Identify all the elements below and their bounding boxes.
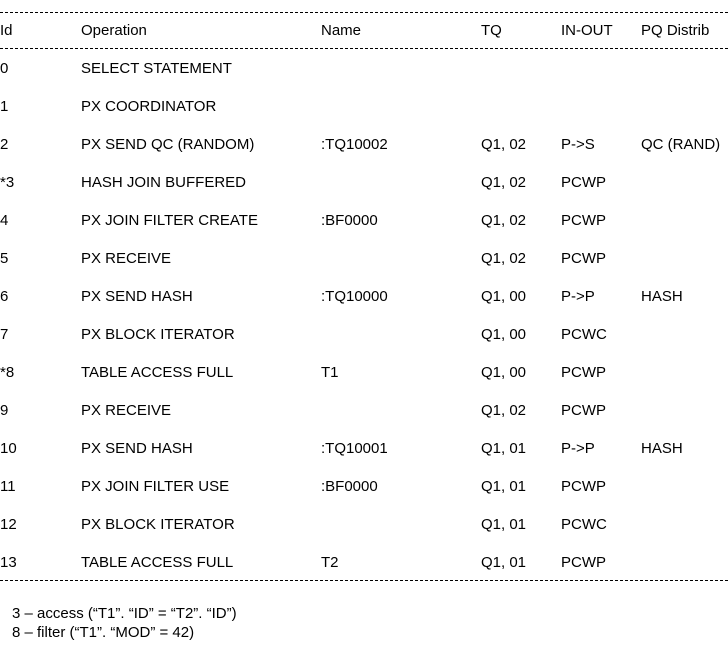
cell-id: 2 xyxy=(0,136,9,153)
cell-id: 12 xyxy=(0,516,17,533)
cell-operation: PX BLOCK ITERATOR xyxy=(81,326,235,343)
table-row xyxy=(0,173,728,193)
cell-name: :TQ10002 xyxy=(321,136,388,153)
cell-name: :BF0000 xyxy=(321,478,378,495)
cell-in-out: P->P xyxy=(561,440,595,457)
predicate-line-1: 3 – access (“T1”. “ID” = “T2”. “ID”) xyxy=(12,605,237,622)
header-in-out: IN-OUT xyxy=(561,22,613,39)
cell-operation: PX SEND HASH xyxy=(81,288,193,305)
cell-in-out: PCWP xyxy=(561,250,606,267)
cell-tq: Q1, 02 xyxy=(481,212,527,229)
cell-pq-distrib: QC (RAND) xyxy=(641,136,721,153)
cell-operation: PX SEND HASH xyxy=(81,440,193,457)
cell-id: 4 xyxy=(0,212,9,229)
cell-tq: Q1, 02 xyxy=(481,402,527,419)
top-separator xyxy=(0,12,728,13)
cell-tq: Q1, 00 xyxy=(481,364,527,381)
cell-in-out: PCWC xyxy=(561,326,607,343)
cell-id: *3 xyxy=(0,174,15,191)
cell-operation: PX JOIN FILTER CREATE xyxy=(81,212,258,229)
cell-operation: PX RECEIVE xyxy=(81,250,172,267)
cell-tq: Q1, 01 xyxy=(481,516,527,533)
cell-id: *8 xyxy=(0,364,15,381)
cell-operation: PX SEND QC (RANDOM) xyxy=(81,136,255,153)
cell-in-out: PCWP xyxy=(561,174,606,191)
cell-operation: TABLE ACCESS FULL xyxy=(81,364,234,381)
table-row xyxy=(0,287,728,307)
header-separator xyxy=(0,48,728,49)
cell-tq: Q1, 00 xyxy=(481,326,527,343)
cell-id: 1 xyxy=(0,98,9,115)
header-operation: Operation xyxy=(81,22,147,39)
cell-operation: TABLE ACCESS FULL xyxy=(81,554,234,571)
cell-name: :TQ10000 xyxy=(321,288,388,305)
table-row xyxy=(0,97,728,117)
predicate-line-2: 8 – filter (“T1”. “MOD” = 42) xyxy=(12,624,195,641)
cell-tq: Q1, 01 xyxy=(481,440,527,457)
cell-in-out: PCWC xyxy=(561,516,607,533)
cell-id: 6 xyxy=(0,288,9,305)
cell-pq-distrib: HASH xyxy=(641,440,683,457)
cell-tq: Q1, 01 xyxy=(481,478,527,495)
table-row xyxy=(0,515,728,535)
table-header xyxy=(0,21,728,41)
header-id: Id xyxy=(0,22,13,39)
table-row xyxy=(0,135,728,155)
cell-pq-distrib: HASH xyxy=(641,288,683,305)
cell-operation: HASH JOIN BUFFERED xyxy=(81,174,247,191)
table-row xyxy=(0,401,728,421)
cell-operation: PX JOIN FILTER USE xyxy=(81,478,230,495)
cell-id: 10 xyxy=(0,440,17,457)
cell-id: 13 xyxy=(0,554,17,571)
table-row xyxy=(0,211,728,231)
header-tq: TQ xyxy=(481,22,502,39)
table-row xyxy=(0,477,728,497)
header-pq-distrib: PQ Distrib xyxy=(641,22,710,39)
table-row xyxy=(0,439,728,459)
table-row xyxy=(0,249,728,269)
cell-tq: Q1, 01 xyxy=(481,554,527,571)
cell-in-out: PCWP xyxy=(561,478,606,495)
cell-operation: PX BLOCK ITERATOR xyxy=(81,516,235,533)
cell-name: T1 xyxy=(321,364,339,381)
cell-operation: PX COORDINATOR xyxy=(81,98,217,115)
cell-tq: Q1, 00 xyxy=(481,288,527,305)
cell-operation: SELECT STATEMENT xyxy=(81,60,232,77)
cell-tq: Q1, 02 xyxy=(481,136,527,153)
table-row xyxy=(0,59,728,79)
cell-in-out: PCWP xyxy=(561,364,606,381)
cell-name: :TQ10001 xyxy=(321,440,388,457)
table-row xyxy=(0,553,728,573)
header-name: Name xyxy=(321,22,362,39)
cell-name: T2 xyxy=(321,554,339,571)
cell-id: 11 xyxy=(0,478,16,495)
cell-id: 7 xyxy=(0,326,9,343)
table-row xyxy=(0,325,728,345)
cell-id: 5 xyxy=(0,250,9,267)
cell-id: 9 xyxy=(0,402,9,419)
cell-tq: Q1, 02 xyxy=(481,250,527,267)
cell-tq: Q1, 02 xyxy=(481,174,527,191)
cell-in-out: PCWP xyxy=(561,212,606,229)
cell-id: 0 xyxy=(0,60,9,77)
cell-in-out: PCWP xyxy=(561,554,606,571)
cell-in-out: PCWP xyxy=(561,402,606,419)
bottom-separator xyxy=(0,580,728,581)
cell-operation: PX RECEIVE xyxy=(81,402,172,419)
cell-name: :BF0000 xyxy=(321,212,378,229)
table-row xyxy=(0,363,728,383)
cell-in-out: P->P xyxy=(561,288,595,305)
cell-in-out: P->S xyxy=(561,136,595,153)
